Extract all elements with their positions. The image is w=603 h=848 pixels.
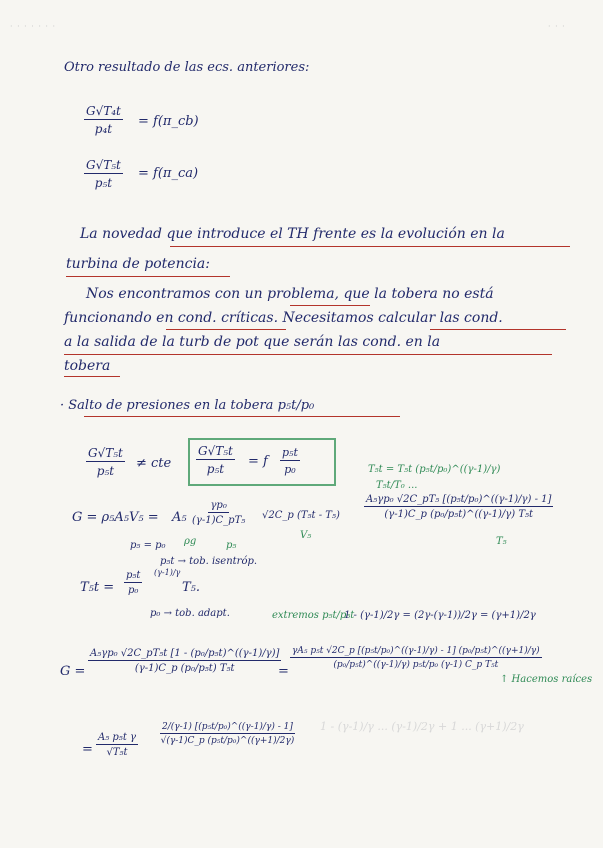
eq2-fraction [84, 158, 123, 190]
para2-underline-tobera [64, 376, 120, 377]
eq3-box-inner-fraction [280, 446, 300, 476]
para2-underline-calcular [430, 329, 566, 330]
eq4-lhs: G = ρ₅A₅V₅ = [72, 510, 159, 525]
eq3-box-numerator: G√T₅t [198, 444, 233, 458]
eq6-den: √T₅t [106, 747, 128, 758]
green-annotation: extremos p₅t/p₅t [272, 610, 355, 621]
eq3-numerator: G√T₅t [88, 446, 123, 460]
para2-line3: a la salida de la turb de pot que serán las cond. en la [64, 334, 441, 350]
eq4-frac-num: γp₀ [210, 500, 227, 511]
eq6-num: A₅ p₅t γ [98, 732, 136, 743]
eq3-box-inner-den: p₀ [284, 463, 296, 476]
eq4-frac-den: (γ-1)C_pT₅ [192, 515, 246, 526]
eq4-fraction [192, 500, 245, 526]
para2-line1: Nos encontramos con un problema, que la tobera no está [86, 286, 494, 302]
header-left-mark: · · · · · · · [10, 22, 57, 31]
eq5-fraction1 [88, 648, 281, 674]
t5-line-exp: (γ-1)/γ [154, 568, 181, 577]
eq4-rhs-fraction [364, 494, 553, 520]
eq1-fraction [84, 104, 123, 136]
para1-underline2 [66, 276, 230, 277]
para1-line1: La novedad que introduce el TH frente es la evolución en la [80, 226, 505, 242]
eq2-denominator: p₅t [94, 176, 113, 190]
p5-line-b: p₅t → tob. isentróp. [160, 556, 258, 567]
eq1-denominator: p₄t [94, 122, 113, 136]
bleed-through-text: 1 - (γ-1)/γ ... (γ-1)/2γ + 1 ... (γ+1)/2γ [320, 720, 524, 733]
p0-line: p₀ → tob. adapt. [150, 608, 230, 619]
eq5-lhs: G = [60, 664, 86, 679]
header-right-mark: · · · [548, 22, 566, 31]
t5-line-lhs: T₅t = [80, 580, 115, 595]
eq4-rhs-num: A₅γp₀ √2C_pT₅ [(p₅t/p₀)^((γ-1)/γ) - 1] [366, 494, 552, 505]
eq5-fraction2 [290, 646, 542, 670]
eq2-rhs: = f(π_ca) [138, 166, 199, 181]
eq6-fraction [96, 732, 138, 758]
bullet-text: · Salto de presiones en la tobera p₅t/p₀ [60, 398, 315, 413]
eq1-numerator: G√T₄t [86, 104, 121, 118]
eq4-rhs-den: (γ-1)C_p (p₀/p₅t)^((γ-1)/γ) T₅t [384, 509, 534, 520]
eq6-sqrt-num: 2/(γ-1) [(p₅t/p₀)^((γ-1)/γ) - 1] [162, 722, 293, 732]
eq5-equals: = [278, 664, 289, 679]
para2-line2: funcionando en cond. críticas. Necesitamos calcular las cond. [64, 310, 503, 326]
eq5-num2: γA₅ p₅t √2C_p [(p₅t/p₀)^((γ-1)/γ) - 1] (p₀/p₅t)^((γ+1)/γ) [292, 646, 540, 656]
t5-line-fraction [124, 570, 142, 596]
eq3-box-denominator: p₅t [206, 462, 225, 476]
eq5-den2: (p₀/p₅t)^((γ-1)/γ) p₅t/p₀ (γ-1) C_p T₅t [333, 660, 499, 670]
eq5-note: ↑ Hacemos raíces [500, 674, 593, 685]
t5-line-rhs: T₅. [182, 580, 201, 595]
eq3-box-inner-num: p₅t [282, 446, 298, 459]
t5-line-num: p₅t [126, 570, 141, 581]
eq4-v5-label: V₅ [300, 530, 312, 541]
eq4-t5-note: T₅ [496, 536, 507, 547]
eq3-denominator: p₅t [96, 464, 115, 478]
exponent-calc: 1 - (γ-1)/2γ = (2γ-(γ-1))/2γ = (γ+1)/2γ [344, 610, 536, 621]
p5-line-a: p₅ = p₀ [130, 540, 166, 551]
eq5-den1: (γ-1)C_p (p₀/p₅t) T₅t [134, 663, 235, 674]
eq3-rhs: ≠ cte [136, 456, 172, 471]
eq1-rhs: = f(π_cb) [138, 114, 199, 129]
eq3-box-rhs: = f [248, 454, 268, 469]
eq6-sqrt-fraction [160, 722, 295, 746]
para2-underline-criticas [166, 329, 286, 330]
green-note-line2: T₅t/T₀ ... [376, 480, 418, 491]
eq5-num1: A₅γp₀ √2C_pT₅t [1 - (p₀/p₅t)^((γ-1)/γ)] [90, 648, 280, 659]
eq6-equals: = [82, 742, 93, 757]
para1-underline [170, 246, 570, 247]
eq2-numerator: G√T₅t [86, 158, 121, 172]
green-note-line1: T₅t = T₅t (p₅t/p₀)^((γ-1)/γ) [368, 464, 501, 475]
para2-underline-salida [64, 354, 552, 355]
bullet-underline [84, 416, 400, 417]
para2-line4: tobera [64, 358, 111, 374]
eq4-a5: A₅ [172, 510, 187, 525]
para1-line2: turbina de potencia: [66, 256, 210, 272]
eq4-sqrt: √2C_p (T₅t - T₅) [262, 510, 340, 521]
eq4-p5-label: p₅ [226, 540, 237, 551]
eq3-box-fraction [196, 444, 235, 476]
eq6-sqrt-den: √(γ-1)C_p (p₅t/p₀)^((γ+1)/2γ) [160, 736, 295, 746]
intro-text: Otro resultado de las ecs. anteriores: [64, 60, 310, 75]
eq4-rho-label: ρg [184, 536, 197, 547]
para2-underline-problema [290, 305, 370, 306]
t5-line-den: p₀ [128, 585, 139, 596]
eq3-fraction [86, 446, 125, 478]
